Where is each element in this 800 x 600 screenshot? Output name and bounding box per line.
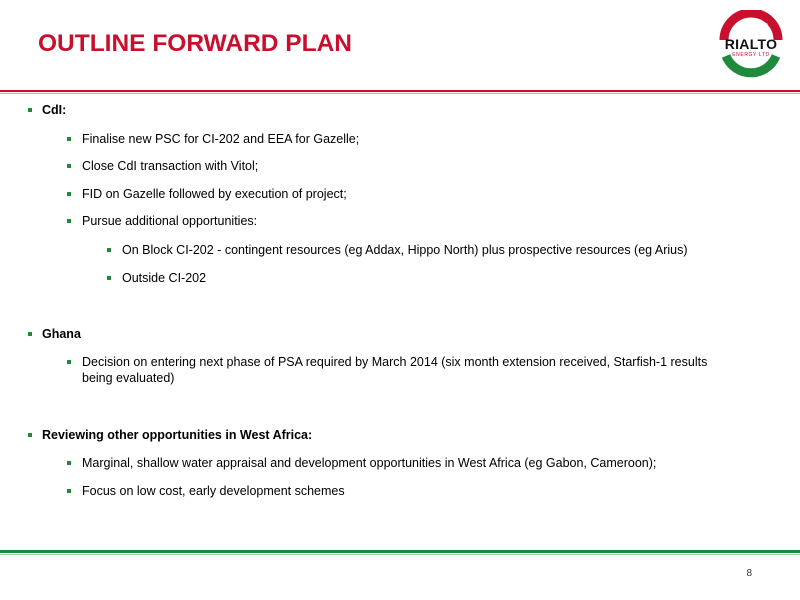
bullet-marker-icon: [67, 360, 71, 364]
bullet-pursue-opportunities: [82, 213, 722, 229]
logo-subtitle: ENERGY LTD: [732, 52, 770, 58]
bullet-shallow-water: [82, 455, 722, 471]
bullet-marker-icon: [107, 276, 111, 280]
bullet-text: FID on Gazelle followed by execution of project;: [82, 187, 347, 201]
bullet-marker-icon: [28, 108, 32, 112]
bullet-marker-icon: [107, 248, 111, 252]
bullet-cdi: [42, 102, 742, 118]
header-divider: [0, 90, 800, 92]
bullet-text: Close CdI transaction with Vitol;: [82, 159, 259, 173]
bullet-block-ci202: [122, 242, 742, 258]
bullet-text: CdI:: [42, 103, 67, 117]
bullet-ghana: [42, 326, 742, 342]
footer-divider: [0, 550, 800, 553]
bullet-text: Ghana: [42, 327, 81, 341]
bullet-text: Focus on low cost, early development schemes: [82, 484, 345, 498]
bullet-text: Outside CI-202: [122, 271, 207, 285]
bullet-marker-icon: [67, 192, 71, 196]
bullet-finalise-psc: [82, 131, 722, 147]
bullet-text: Finalise new PSC for CI-202 and EEA for Gazelle;: [82, 132, 360, 146]
logo-name: RIALTO: [724, 36, 778, 52]
bullet-marker-icon: [28, 433, 32, 437]
bullet-marker-icon: [28, 332, 32, 336]
bullet-close-transaction: [82, 158, 722, 174]
bullet-text: On Block CI-202 - contingent resources (eg Addax, Hippo North) plus prospective resources (eg Arius): [122, 243, 688, 257]
bullet-text: Pursue additional opportunities:: [82, 214, 258, 228]
header-divider-shadow: [0, 93, 800, 94]
bullet-fid-gazelle: [82, 186, 722, 202]
bullet-west-africa: [42, 427, 742, 443]
bullet-marker-icon: [67, 137, 71, 141]
bullet-text: Reviewing other opportunities in West Africa:: [42, 428, 313, 442]
page-number: 8: [746, 568, 752, 579]
bullet-marker-icon: [67, 461, 71, 465]
bullet-text: Marginal, shallow water appraisal and development opportunities in West Africa (eg Gabon, Cameroon);: [82, 456, 657, 470]
footer-divider-shadow: [0, 554, 800, 555]
bullet-low-cost: [82, 483, 722, 499]
page-title: OUTLINE FORWARD PLAN: [38, 30, 352, 57]
bullet-marker-icon: [67, 164, 71, 168]
bullet-text: Decision on entering next phase of PSA required by March 2014 (six month extension received, Starfish-1 results being evaluated): [82, 355, 708, 385]
bullet-marker-icon: [67, 219, 71, 223]
bullet-psa-decision: [82, 354, 722, 386]
bullet-marker-icon: [67, 489, 71, 493]
bullet-outside-ci202: [122, 270, 742, 286]
